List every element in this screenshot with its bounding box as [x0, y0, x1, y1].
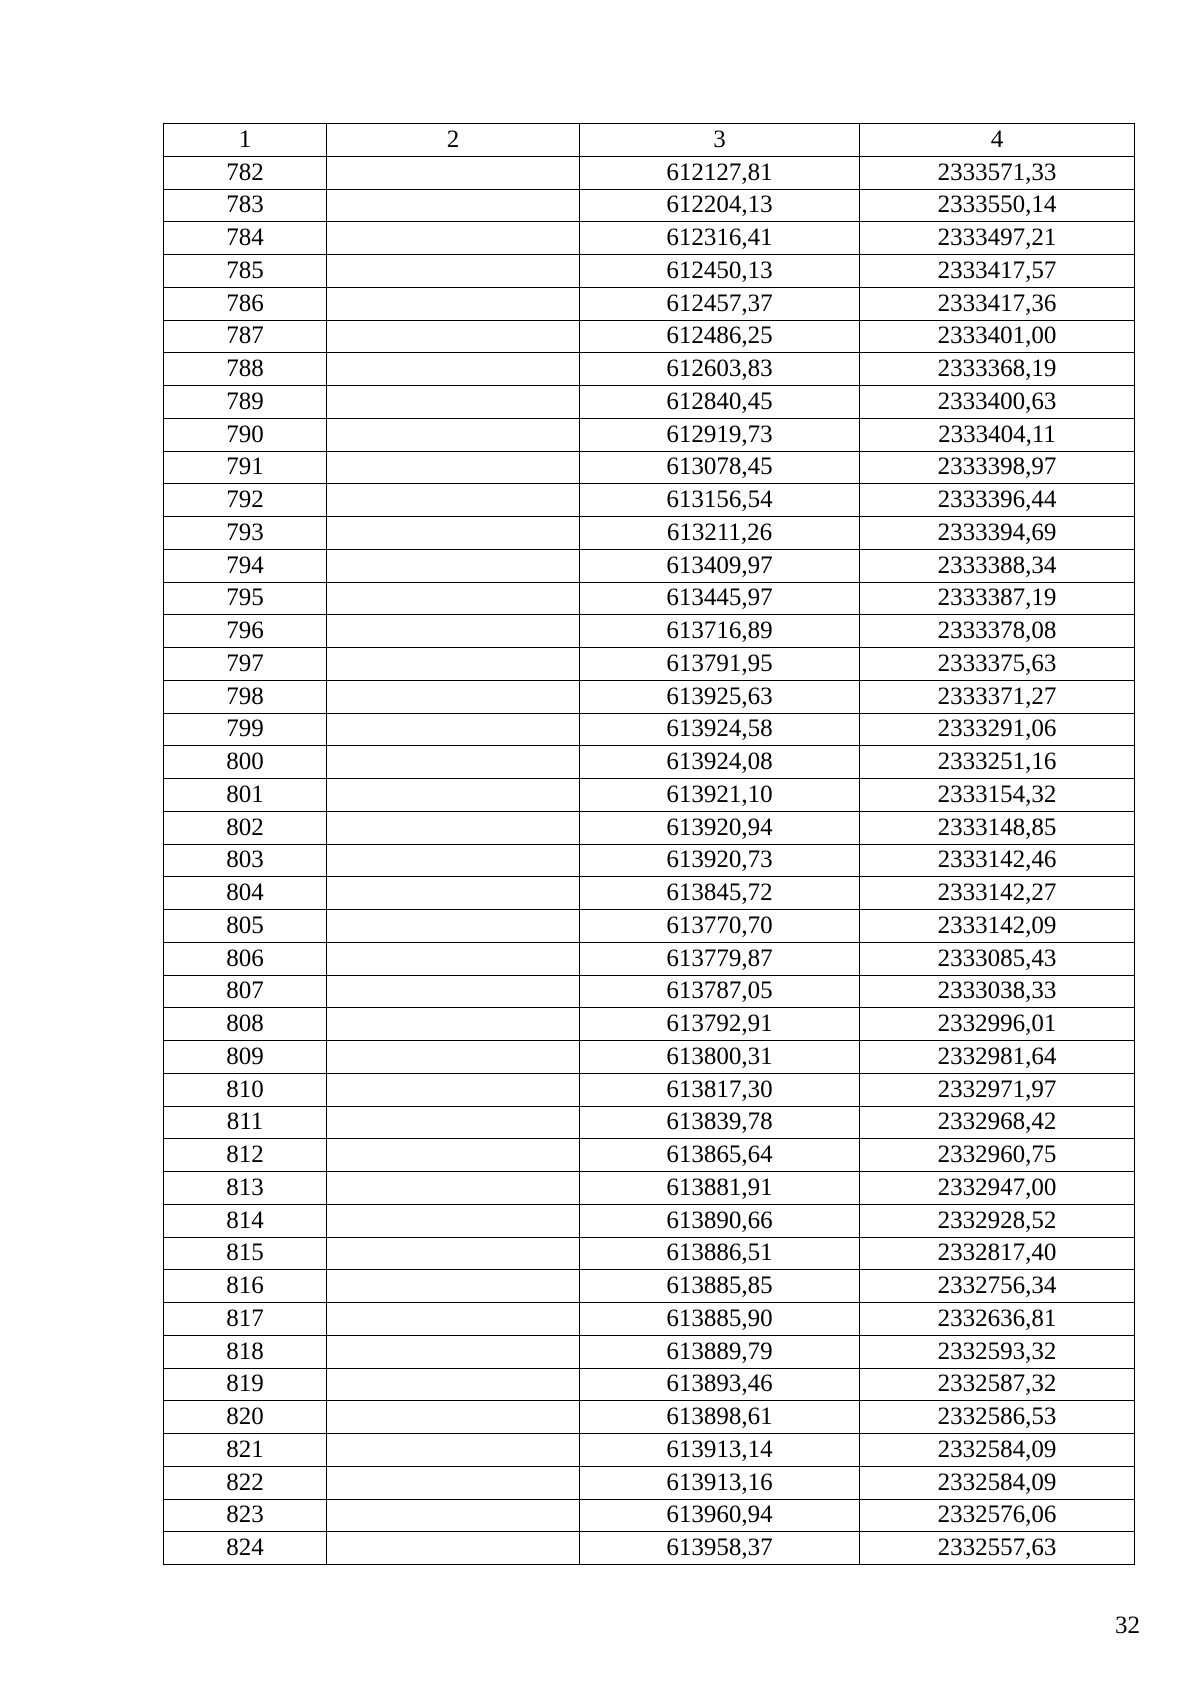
description-cell: [327, 877, 580, 910]
description-cell: [327, 713, 580, 746]
y-coordinate-cell: 2332756,34: [860, 1270, 1135, 1303]
y-coordinate-cell: 2333154,32: [860, 779, 1135, 812]
description-cell: [327, 975, 580, 1008]
description-cell: [327, 1499, 580, 1532]
description-cell: [327, 746, 580, 779]
description-cell: [327, 1401, 580, 1434]
point-number-cell: 818: [164, 1335, 327, 1368]
y-coordinate-cell: 2332587,32: [860, 1368, 1135, 1401]
x-coordinate-cell: 613839,78: [580, 1106, 860, 1139]
table-row: [164, 779, 1135, 812]
x-coordinate-cell: 613445,97: [580, 582, 860, 615]
point-number-cell: 785: [164, 255, 327, 288]
description-cell: [327, 1368, 580, 1401]
table-row: [164, 222, 1135, 255]
point-number-cell: 797: [164, 648, 327, 681]
x-coordinate-cell: 613791,95: [580, 648, 860, 681]
y-coordinate-cell: 2333388,34: [860, 549, 1135, 582]
description-cell: [327, 451, 580, 484]
description-cell: [327, 844, 580, 877]
table-row: [164, 1237, 1135, 1270]
y-coordinate-cell: 2332557,63: [860, 1532, 1135, 1565]
point-number-cell: 791: [164, 451, 327, 484]
page-number: 32: [1115, 1612, 1140, 1639]
column-header-3: 3: [580, 124, 860, 157]
table-row: [164, 1008, 1135, 1041]
x-coordinate-cell: 612919,73: [580, 418, 860, 451]
y-coordinate-cell: 2333085,43: [860, 942, 1135, 975]
x-coordinate-cell: 613800,31: [580, 1041, 860, 1074]
x-coordinate-cell: 613890,66: [580, 1204, 860, 1237]
point-number-cell: 796: [164, 615, 327, 648]
description-cell: [327, 189, 580, 222]
table-row: [164, 1172, 1135, 1205]
x-coordinate-cell: 613921,10: [580, 779, 860, 812]
point-number-cell: 799: [164, 713, 327, 746]
y-coordinate-cell: 2333142,46: [860, 844, 1135, 877]
description-cell: [327, 1434, 580, 1467]
x-coordinate-cell: 613913,14: [580, 1434, 860, 1467]
point-number-cell: 800: [164, 746, 327, 779]
x-coordinate-cell: 613925,63: [580, 680, 860, 713]
table-row: [164, 1270, 1135, 1303]
x-coordinate-cell: 612204,13: [580, 189, 860, 222]
x-coordinate-cell: 612603,83: [580, 353, 860, 386]
table-row: [164, 156, 1135, 189]
x-coordinate-cell: 613893,46: [580, 1368, 860, 1401]
table-row: [164, 1303, 1135, 1336]
description-cell: [327, 1270, 580, 1303]
y-coordinate-cell: 2332947,00: [860, 1172, 1135, 1205]
description-cell: [327, 811, 580, 844]
x-coordinate-cell: 613156,54: [580, 484, 860, 517]
x-coordinate-cell: 613845,72: [580, 877, 860, 910]
y-coordinate-cell: 2333571,33: [860, 156, 1135, 189]
point-number-cell: 823: [164, 1499, 327, 1532]
description-cell: [327, 1204, 580, 1237]
y-coordinate-cell: 2333142,27: [860, 877, 1135, 910]
description-cell: [327, 320, 580, 353]
column-header-1: 1: [164, 124, 327, 157]
y-coordinate-cell: 2332928,52: [860, 1204, 1135, 1237]
table-row: [164, 746, 1135, 779]
table-row: [164, 975, 1135, 1008]
description-cell: [327, 517, 580, 550]
point-number-cell: 801: [164, 779, 327, 812]
table-row: [164, 549, 1135, 582]
table-header-row: [164, 124, 1135, 157]
x-coordinate-cell: 613886,51: [580, 1237, 860, 1270]
point-number-cell: 798: [164, 680, 327, 713]
description-cell: [327, 910, 580, 943]
y-coordinate-cell: 2333375,63: [860, 648, 1135, 681]
description-cell: [327, 549, 580, 582]
table-row: [164, 1466, 1135, 1499]
point-number-cell: 803: [164, 844, 327, 877]
x-coordinate-cell: 613889,79: [580, 1335, 860, 1368]
table-row: [164, 1106, 1135, 1139]
coordinates-table: [163, 123, 1135, 1565]
point-number-cell: 795: [164, 582, 327, 615]
table-row: [164, 648, 1135, 681]
point-number-cell: 812: [164, 1139, 327, 1172]
point-number-cell: 813: [164, 1172, 327, 1205]
description-cell: [327, 386, 580, 419]
y-coordinate-cell: 2333404,11: [860, 418, 1135, 451]
y-coordinate-cell: 2333398,97: [860, 451, 1135, 484]
point-number-cell: 782: [164, 156, 327, 189]
description-cell: [327, 222, 580, 255]
description-cell: [327, 1237, 580, 1270]
description-cell: [327, 418, 580, 451]
point-number-cell: 786: [164, 287, 327, 320]
table-row: [164, 451, 1135, 484]
table-row: [164, 1368, 1135, 1401]
y-coordinate-cell: 2332593,32: [860, 1335, 1135, 1368]
description-cell: [327, 1139, 580, 1172]
point-number-cell: 819: [164, 1368, 327, 1401]
x-coordinate-cell: 613409,97: [580, 549, 860, 582]
x-coordinate-cell: 613716,89: [580, 615, 860, 648]
description-cell: [327, 1335, 580, 1368]
description-cell: [327, 1532, 580, 1565]
description-cell: [327, 484, 580, 517]
table-row: [164, 1532, 1135, 1565]
point-number-cell: 817: [164, 1303, 327, 1336]
description-cell: [327, 1041, 580, 1074]
y-coordinate-cell: 2333368,19: [860, 353, 1135, 386]
y-coordinate-cell: 2332996,01: [860, 1008, 1135, 1041]
x-coordinate-cell: 613770,70: [580, 910, 860, 943]
y-coordinate-cell: 2333400,63: [860, 386, 1135, 419]
table-row: [164, 1434, 1135, 1467]
table-row: [164, 942, 1135, 975]
y-coordinate-cell: 2332576,06: [860, 1499, 1135, 1532]
table-row: [164, 811, 1135, 844]
table-row: [164, 1073, 1135, 1106]
x-coordinate-cell: 612450,13: [580, 255, 860, 288]
y-coordinate-cell: 2332971,97: [860, 1073, 1135, 1106]
y-coordinate-cell: 2332817,40: [860, 1237, 1135, 1270]
description-cell: [327, 1172, 580, 1205]
x-coordinate-cell: 613885,85: [580, 1270, 860, 1303]
y-coordinate-cell: 2333401,00: [860, 320, 1135, 353]
table-row: [164, 1041, 1135, 1074]
x-coordinate-cell: 613885,90: [580, 1303, 860, 1336]
description-cell: [327, 1466, 580, 1499]
point-number-cell: 787: [164, 320, 327, 353]
description-cell: [327, 615, 580, 648]
y-coordinate-cell: 2332584,09: [860, 1434, 1135, 1467]
description-cell: [327, 942, 580, 975]
description-cell: [327, 1303, 580, 1336]
point-number-cell: 810: [164, 1073, 327, 1106]
y-coordinate-cell: 2333251,16: [860, 746, 1135, 779]
point-number-cell: 794: [164, 549, 327, 582]
point-number-cell: 790: [164, 418, 327, 451]
point-number-cell: 792: [164, 484, 327, 517]
y-coordinate-cell: 2333371,27: [860, 680, 1135, 713]
table-row: [164, 1139, 1135, 1172]
point-number-cell: 784: [164, 222, 327, 255]
description-cell: [327, 1008, 580, 1041]
table-row: [164, 386, 1135, 419]
description-cell: [327, 1106, 580, 1139]
x-coordinate-cell: 613920,73: [580, 844, 860, 877]
y-coordinate-cell: 2332960,75: [860, 1139, 1135, 1172]
table-row: [164, 418, 1135, 451]
point-number-cell: 822: [164, 1466, 327, 1499]
table-row: [164, 713, 1135, 746]
point-number-cell: 783: [164, 189, 327, 222]
y-coordinate-cell: 2332981,64: [860, 1041, 1135, 1074]
x-coordinate-cell: 613924,58: [580, 713, 860, 746]
point-number-cell: 814: [164, 1204, 327, 1237]
y-coordinate-cell: 2333142,09: [860, 910, 1135, 943]
x-coordinate-cell: 613211,26: [580, 517, 860, 550]
y-coordinate-cell: 2333387,19: [860, 582, 1135, 615]
x-coordinate-cell: 612840,45: [580, 386, 860, 419]
x-coordinate-cell: 613865,64: [580, 1139, 860, 1172]
x-coordinate-cell: 613913,16: [580, 1466, 860, 1499]
point-number-cell: 804: [164, 877, 327, 910]
point-number-cell: 788: [164, 353, 327, 386]
description-cell: [327, 255, 580, 288]
table-row: [164, 680, 1135, 713]
y-coordinate-cell: 2332586,53: [860, 1401, 1135, 1434]
point-number-cell: 821: [164, 1434, 327, 1467]
x-coordinate-cell: 613898,61: [580, 1401, 860, 1434]
x-coordinate-cell: 613958,37: [580, 1532, 860, 1565]
y-coordinate-cell: 2333497,21: [860, 222, 1135, 255]
x-coordinate-cell: 613960,94: [580, 1499, 860, 1532]
table-row: [164, 877, 1135, 910]
table-row: [164, 287, 1135, 320]
point-number-cell: 808: [164, 1008, 327, 1041]
table-row: [164, 484, 1135, 517]
y-coordinate-cell: 2333417,36: [860, 287, 1135, 320]
description-cell: [327, 1073, 580, 1106]
table-row: [164, 1401, 1135, 1434]
y-coordinate-cell: 2333550,14: [860, 189, 1135, 222]
x-coordinate-cell: 613078,45: [580, 451, 860, 484]
x-coordinate-cell: 612457,37: [580, 287, 860, 320]
point-number-cell: 789: [164, 386, 327, 419]
point-number-cell: 805: [164, 910, 327, 943]
point-number-cell: 815: [164, 1237, 327, 1270]
table-row: [164, 320, 1135, 353]
point-number-cell: 820: [164, 1401, 327, 1434]
description-cell: [327, 582, 580, 615]
table-row: [164, 910, 1135, 943]
x-coordinate-cell: 613779,87: [580, 942, 860, 975]
point-number-cell: 824: [164, 1532, 327, 1565]
x-coordinate-cell: 613924,08: [580, 746, 860, 779]
table-row: [164, 615, 1135, 648]
y-coordinate-cell: 2333378,08: [860, 615, 1135, 648]
table-row: [164, 1204, 1135, 1237]
point-number-cell: 807: [164, 975, 327, 1008]
table-row: [164, 189, 1135, 222]
x-coordinate-cell: 613817,30: [580, 1073, 860, 1106]
description-cell: [327, 353, 580, 386]
x-coordinate-cell: 613787,05: [580, 975, 860, 1008]
column-header-2: 2: [327, 124, 580, 157]
point-number-cell: 811: [164, 1106, 327, 1139]
table-row: [164, 582, 1135, 615]
y-coordinate-cell: 2332968,42: [860, 1106, 1135, 1139]
description-cell: [327, 779, 580, 812]
y-coordinate-cell: 2332636,81: [860, 1303, 1135, 1336]
x-coordinate-cell: 612127,81: [580, 156, 860, 189]
x-coordinate-cell: 613881,91: [580, 1172, 860, 1205]
table-row: [164, 517, 1135, 550]
x-coordinate-cell: 613920,94: [580, 811, 860, 844]
y-coordinate-cell: 2333417,57: [860, 255, 1135, 288]
x-coordinate-cell: 612316,41: [580, 222, 860, 255]
table-row: [164, 1335, 1135, 1368]
x-coordinate-cell: 613792,91: [580, 1008, 860, 1041]
y-coordinate-cell: 2332584,09: [860, 1466, 1135, 1499]
point-number-cell: 809: [164, 1041, 327, 1074]
y-coordinate-cell: 2333396,44: [860, 484, 1135, 517]
point-number-cell: 802: [164, 811, 327, 844]
y-coordinate-cell: 2333394,69: [860, 517, 1135, 550]
description-cell: [327, 287, 580, 320]
table-row: [164, 1499, 1135, 1532]
description-cell: [327, 156, 580, 189]
table-row: [164, 844, 1135, 877]
point-number-cell: 816: [164, 1270, 327, 1303]
table-row: [164, 353, 1135, 386]
y-coordinate-cell: 2333291,06: [860, 713, 1135, 746]
y-coordinate-cell: 2333038,33: [860, 975, 1135, 1008]
point-number-cell: 793: [164, 517, 327, 550]
column-header-4: 4: [860, 124, 1135, 157]
y-coordinate-cell: 2333148,85: [860, 811, 1135, 844]
point-number-cell: 806: [164, 942, 327, 975]
x-coordinate-cell: 612486,25: [580, 320, 860, 353]
description-cell: [327, 648, 580, 681]
description-cell: [327, 680, 580, 713]
table-row: [164, 255, 1135, 288]
